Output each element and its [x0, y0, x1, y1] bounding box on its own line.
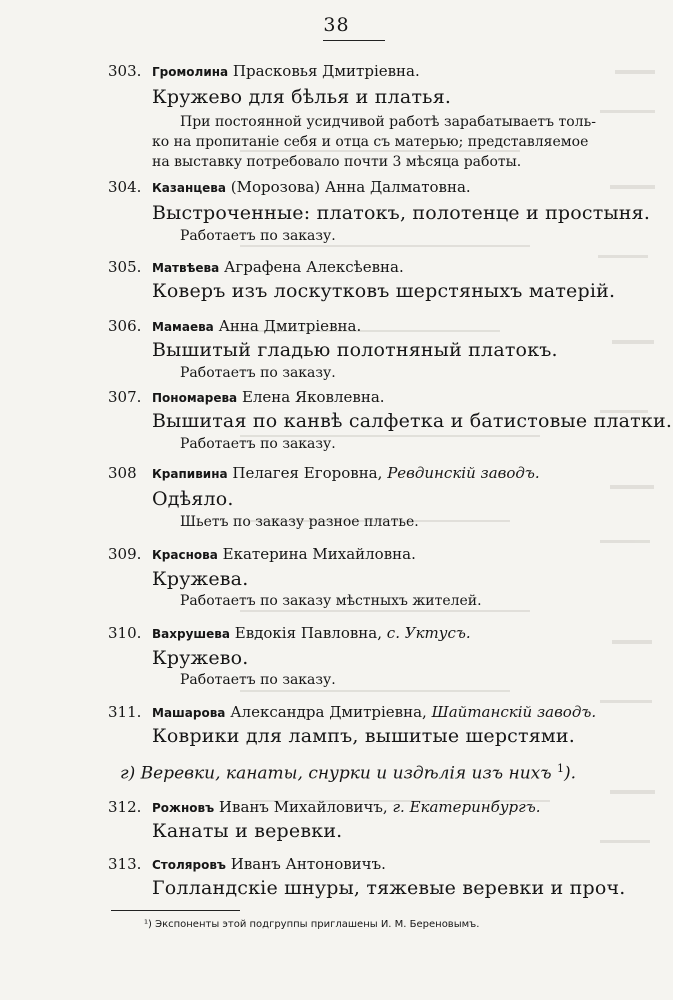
entry-note: Работаетъ по заказу. [180, 228, 336, 244]
entry-name [152, 62, 420, 80]
entry-name [152, 258, 404, 276]
entry-name [152, 703, 596, 721]
exhibitor-surname: Крапивина [152, 467, 228, 481]
page-number: 38 [323, 14, 350, 36]
exhibitor-surname: Матвѣева [152, 261, 220, 275]
entry-note: Работаетъ по заказу мѣстныхъ жителей. [180, 593, 482, 609]
entry-number: 303. [108, 62, 142, 80]
exhibitor-given-name: Александра Дмитріевна, [230, 703, 427, 721]
exhibitor-surname: Машарова [152, 706, 226, 720]
exhibit-title: Коверъ изъ лоскутковъ шерстяныхъ матерій. [152, 280, 616, 302]
footnote: ¹) Экспоненты этой подгруппы приглашены И. М. Береновымъ. [144, 919, 480, 930]
exhibit-title: Кружево. [152, 647, 249, 669]
exhibitor-surname: Казанцева [152, 181, 226, 195]
entry-number: 308 [108, 464, 137, 482]
entry-number: 313. [108, 855, 142, 873]
exhibitor-given-name: Евдокія Павловна, [234, 624, 383, 642]
exhibitor-given-name: Иванъ Михайловичъ, [218, 798, 388, 816]
exhibitor-given-name: Иванъ Антоновичъ. [230, 855, 386, 873]
footnote-marker: 1 [556, 762, 564, 775]
entry-number: 307. [108, 388, 142, 406]
entry-name [152, 545, 416, 563]
entry-number: 305. [108, 258, 142, 276]
entry-number: 306. [108, 317, 142, 335]
exhibit-title: Кружева. [152, 568, 249, 590]
entry-number: 311. [108, 703, 142, 721]
entry-name [152, 855, 386, 873]
paragraph-line: При постоянной усидчивой работѣ зарабатываетъ толь- [180, 114, 596, 130]
exhibitor-place: Ревдинскій заводъ. [387, 464, 540, 482]
entry-number: 312. [108, 798, 142, 816]
entry-number: 309. [108, 545, 142, 563]
paragraph-line: на выставку потребовало почти 3 мѣсяца работы. [152, 154, 522, 170]
exhibitor-surname: Мамаева [152, 320, 214, 334]
entry-name [152, 178, 471, 196]
page-number-rule [323, 40, 385, 41]
exhibit-title: Вышитая по канвѣ салфетка и батистовые платки. [152, 410, 673, 432]
exhibitor-given-name: Анна Дмитріевна. [218, 317, 362, 335]
entry-paragraph [152, 112, 596, 172]
exhibitor-given-name: (Морозова) Анна Далматовна. [230, 178, 471, 196]
exhibitor-place: г. Екатеринбургъ. [392, 798, 541, 816]
section-heading-tail: ). [563, 763, 577, 784]
entry-name [152, 624, 471, 642]
entry-number: 304. [108, 178, 142, 196]
exhibitor-surname: Пономарева [152, 391, 238, 405]
entry-note: Шьетъ по заказу разное платье. [180, 514, 419, 530]
exhibitor-given-name: Прасковья Дмитріевна. [232, 62, 420, 80]
entry-note: Работаетъ по заказу. [180, 365, 336, 381]
entry-name [152, 317, 361, 335]
exhibitor-given-name: Екатерина Михайловна. [222, 545, 416, 563]
exhibitor-surname: Громолина [152, 65, 229, 79]
footnote-rule [111, 910, 240, 911]
entry-number: 310. [108, 624, 142, 642]
exhibit-title: Канаты и веревки. [152, 820, 343, 842]
exhibitor-place: Шайтанскій заводъ. [431, 703, 597, 721]
exhibitor-surname: Краснова [152, 548, 218, 562]
exhibit-title: Вышитый гладью полотняный платокъ. [152, 339, 558, 361]
entry-name [152, 388, 385, 406]
exhibit-title: Кружево для бѣлья и платья. [152, 86, 452, 108]
entry-note: Работаетъ по заказу. [180, 436, 336, 452]
exhibit-title: Выстроченные: платокъ, полотенце и простыня. [152, 202, 651, 224]
exhibitor-place: с. Уктусъ. [386, 624, 471, 642]
exhibitor-surname: Рожновъ [152, 801, 215, 815]
entry-note: Работаетъ по заказу. [180, 672, 336, 688]
section-heading [120, 762, 576, 784]
exhibitor-given-name: Елена Яковлевна. [241, 388, 385, 406]
entry-name [152, 798, 540, 816]
exhibit-title: Одѣяло. [152, 488, 234, 510]
exhibitor-given-name: Аграфена Алексѣевна. [224, 258, 404, 276]
exhibit-title: Голландскіе шнуры, тяжевые веревки и проч. [152, 877, 626, 899]
entry-name [152, 464, 540, 482]
section-heading-text: г) Веревки, канаты, снурки и издѣлія изъ нихъ [120, 763, 552, 784]
exhibit-title: Коврики для лампъ, вышитые шерстями. [152, 725, 576, 747]
exhibitor-surname: Вахрушева [152, 627, 230, 641]
paragraph-line: ко на пропитаніе себя и отца съ матерью; представляемое [152, 134, 589, 150]
exhibitor-given-name: Пелагея Егоровна, [232, 464, 383, 482]
exhibitor-surname: Столяровъ [152, 858, 226, 872]
